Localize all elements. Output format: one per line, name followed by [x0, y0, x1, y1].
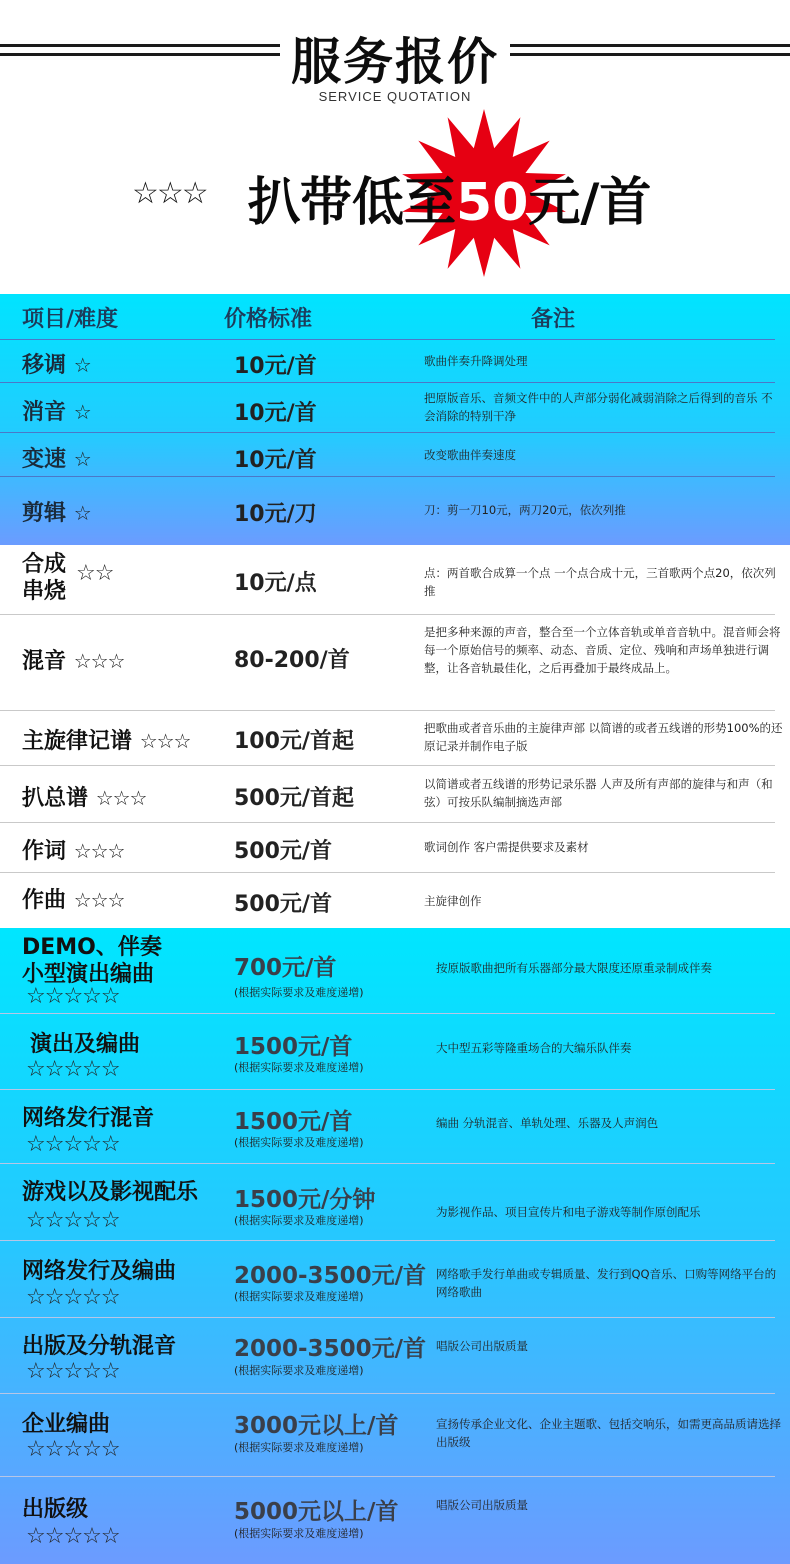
service-name: 出版及分轨混音: [22, 1334, 177, 1359]
table-row: [0, 382, 775, 433]
service-price: 10元/刀: [234, 502, 317, 527]
star-rating-icon: ☆☆☆☆☆: [26, 1057, 120, 1082]
service-name: 消音 ☆: [22, 400, 91, 425]
service-price: 10元/首: [234, 354, 317, 379]
service-price: 3000元以上/首: [234, 1413, 399, 1439]
service-price: 80-200/首: [234, 648, 350, 673]
service-price: 500元/首起: [234, 786, 354, 811]
star-rating-icon: ☆: [73, 400, 91, 424]
table-row: [0, 339, 775, 383]
star-rating-icon: ☆☆☆☆☆: [26, 1285, 120, 1310]
service-name: 企业编曲: [22, 1412, 111, 1437]
service-name: 演出及编曲: [30, 1032, 141, 1057]
service-price: 10元/点: [234, 571, 317, 596]
star-rating-icon: ☆☆☆: [95, 786, 147, 810]
page-title: 服务报价: [291, 33, 499, 91]
price-note: (根据实际要求及难度递增): [234, 1290, 364, 1303]
table-row: [0, 765, 775, 823]
service-price: 1500元/首: [234, 1034, 353, 1060]
service-name: 出版级: [22, 1497, 89, 1522]
star-rating-icon: ☆: [73, 501, 91, 525]
table-row: [0, 1163, 775, 1241]
promo-suffix: 元/首: [528, 173, 652, 233]
price-note: (根据实际要求及难度递增): [234, 1061, 364, 1074]
advanced-services-section: [0, 928, 790, 1564]
service-name: 网络发行及编曲: [22, 1259, 177, 1284]
star-rating-icon: ☆☆☆: [73, 649, 125, 673]
price-note: (根据实际要求及难度递增): [234, 1364, 364, 1377]
promo-stars-icon: ☆☆☆: [132, 176, 207, 211]
promo-prefix: 扒带低至: [248, 173, 457, 233]
service-price: 500元/首: [234, 839, 332, 864]
service-price: 1500元/首: [234, 1109, 353, 1135]
star-rating-icon: ☆☆: [76, 561, 114, 586]
table-row: [0, 710, 783, 766]
service-note: 网络歌手发行单曲或专辑质量、发行到QQ音乐、口购等网络平台的网络歌曲: [436, 1267, 777, 1299]
star-rating-icon: ☆☆☆☆☆: [26, 1132, 120, 1157]
star-rating-icon: ☆: [73, 447, 91, 471]
service-name: 混音 ☆☆☆: [22, 649, 125, 674]
service-price: 2000-3500元/首: [234, 1263, 426, 1289]
service-note: 大中型五彩等隆重场合的大编乐队伴奏: [436, 1041, 632, 1055]
price-note: (根据实际要求及难度递增): [234, 1527, 364, 1540]
service-note: 是把多种来源的声音，整合至一个立体音轨或单音音轨中。混音师会将每一个原始信号的频率、动态、音质、定位、残响和声场单独进行调整，让各音轨最佳化，之后再叠加于最终成品上。: [424, 625, 781, 675]
table-row: [0, 1393, 781, 1477]
service-name: 作曲 ☆☆☆: [22, 888, 125, 913]
service-note: 唱版公司出版质量: [436, 1339, 528, 1353]
star-rating-icon: ☆☆☆☆☆: [26, 1524, 120, 1549]
star-rating-icon: ☆☆☆☆☆: [26, 984, 120, 1009]
service-note: 改变歌曲伴奏速度: [424, 448, 516, 462]
service-note: 宣扬传承企业文化、企业主题歌、包括交响乐，如需更高品质请选择出版级: [436, 1417, 781, 1449]
table-row: [0, 1476, 775, 1564]
service-note: 歌曲伴奏升降调处理: [424, 354, 528, 368]
service-price: 5000元以上/首: [234, 1499, 399, 1525]
table-row: [0, 1013, 775, 1090]
service-note: 把原版音乐、音频文件中的人声部分弱化减弱消除之后得到的音乐 不会消除的特别干净: [424, 391, 773, 423]
service-price: 10元/首: [234, 401, 317, 426]
service-name: 移调 ☆: [22, 353, 91, 378]
table-row: [0, 614, 781, 711]
table-row: [0, 1089, 775, 1164]
service-note: 按原版歌曲把所有乐器部分最大限度还原重录制成伴奏: [436, 961, 712, 975]
price-note: (根据实际要求及难度递增): [234, 1214, 364, 1227]
service-name: 扒总谱 ☆☆☆: [22, 786, 147, 811]
star-rating-icon: ☆: [73, 353, 91, 377]
table-header-row: [0, 294, 775, 340]
mid-services-section: [0, 549, 790, 925]
table-row: [0, 1240, 775, 1318]
service-name: 主旋律记谱 ☆☆☆: [22, 729, 191, 754]
service-note: 唱版公司出版质量: [436, 1498, 528, 1512]
page-subtitle: SERVICE QUOTATION: [318, 89, 472, 104]
star-rating-icon: ☆☆☆: [73, 888, 125, 912]
table-row: [0, 432, 775, 477]
star-rating-icon: ☆☆☆☆☆: [26, 1208, 120, 1233]
service-name: 变速 ☆: [22, 447, 91, 472]
service-price: 500元/首: [234, 892, 332, 917]
service-note: 为影视作品、项目宣传片和电子游戏等制作原创配乐: [436, 1205, 701, 1219]
star-rating-icon: ☆☆☆☆☆: [26, 1359, 120, 1384]
service-price: 2000-3500元/首: [234, 1336, 426, 1362]
service-name: DEMO、伴奏 小型演出编曲: [22, 935, 162, 987]
service-note: 刀：剪一刀10元，两刀20元，依次列推: [424, 503, 626, 517]
star-rating-icon: ☆☆☆: [73, 839, 125, 863]
service-name: 网络发行混音: [22, 1106, 155, 1131]
price-note: (根据实际要求及难度递增): [234, 986, 364, 999]
service-note: 把歌曲或者音乐曲的主旋律声部 以简谱的或者五线谱的形势100%的还原记录并制作电子版: [424, 721, 783, 753]
table-row: [0, 549, 775, 615]
table-row: [0, 928, 775, 1014]
table-row: [0, 1317, 775, 1394]
service-name: 作词 ☆☆☆: [22, 839, 125, 864]
table-row: [0, 872, 775, 925]
col-header-item: 项目/难度: [22, 307, 119, 332]
col-header-price: 价格标准: [224, 307, 313, 332]
table-row: [0, 476, 775, 545]
service-price: 10元/首: [234, 448, 317, 473]
basic-services-section: [0, 294, 790, 545]
service-note: 编曲 分轨混音、单轨处理、乐器及人声润色: [436, 1116, 659, 1130]
service-name: 合成 串烧: [22, 552, 67, 604]
promo-headline: [248, 160, 651, 235]
promo-price-number: 50: [456, 173, 529, 233]
service-price: 700元/首: [234, 955, 337, 981]
star-rating-icon: ☆☆☆: [139, 729, 191, 753]
service-note: 点：两首歌合成算一个点 一个点合成十元，三首歌两个点20，依次列推: [424, 566, 776, 598]
service-note: 主旋律创作: [424, 894, 482, 908]
service-note: 歌词创作 客户需提供要求及素材: [424, 840, 589, 854]
service-name: 游戏以及影视配乐: [22, 1180, 199, 1205]
table-row: [0, 822, 775, 873]
service-note: 以简谱或者五线谱的形势记录乐器 人声及所有声部的旋律与和声（和弦）可按乐队编制摘选声部: [424, 777, 773, 809]
price-note: (根据实际要求及难度递增): [234, 1136, 364, 1149]
star-rating-icon: ☆☆☆☆☆: [26, 1437, 120, 1462]
price-note: (根据实际要求及难度递增): [234, 1441, 364, 1454]
service-name: 剪辑 ☆: [22, 501, 91, 526]
col-header-note: 备注: [531, 307, 576, 332]
service-price: 1500元/分钟: [234, 1187, 376, 1213]
service-price: 100元/首起: [234, 729, 354, 754]
